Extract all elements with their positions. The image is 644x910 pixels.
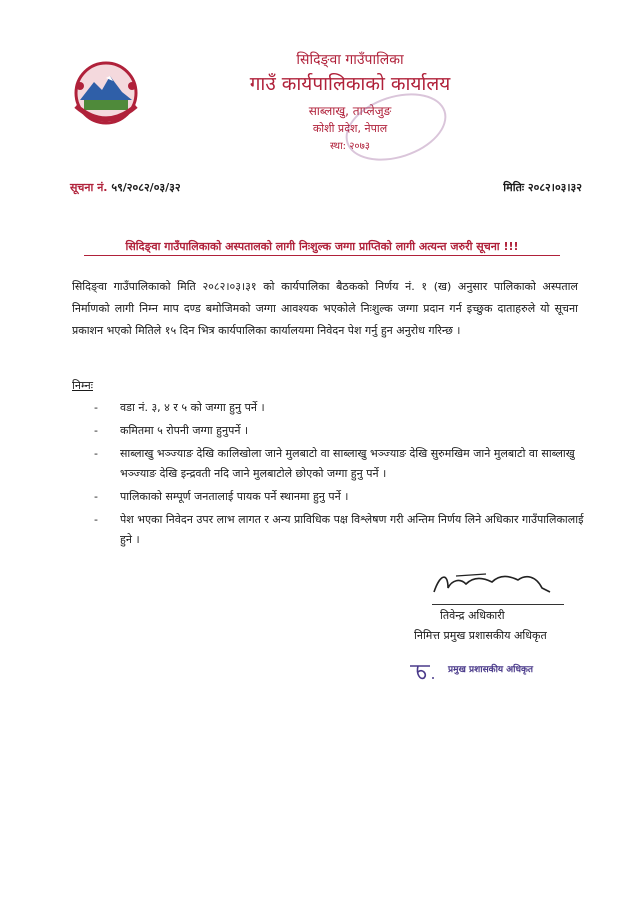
list-item: - पेश भएका निवेदन उपर लाभ लागत र अन्य प्राविधिक पक्ष विश्लेषण गरी अन्तिम निर्णय लिने अधिकार गाउँपालिकालाई हुने । xyxy=(90,510,590,550)
criteria-list xyxy=(90,398,590,553)
office-location: साब्लाखु, ताप्लेजुङ xyxy=(308,104,392,118)
reference-value: ५९/२०८२/०३/३२ xyxy=(111,181,181,194)
signer-name: तिवेन्द्र अधिकारी xyxy=(440,609,505,622)
signer-title: निमित्त प्रमुख प्रशासकीय अधिकृत xyxy=(414,629,547,642)
list-item: - वडा नं. ३, ४ र ५ को जग्गा हुनु पर्ने । xyxy=(90,398,590,418)
officer-stamp: प्रमुख प्रशासकीय अधिकृत xyxy=(448,665,534,675)
municipality-name: सिदिङ्वा गाउँपालिका xyxy=(296,52,404,68)
list-item: - साब्लाखु भञ्ज्याङ देखि कालिखोला जाने मुलबाटो वा साब्लाखु भञ्ज्याङ देखि सुरुमखिम जाने मुलबाटो वा साब्लाखु भञ्ज्याङ देखि इन्द्रवती नदि जाने मुलबाटोले छोएको जग्गा हुनु पर्ने । xyxy=(90,444,590,484)
office-province: कोशी प्रदेश, नेपाल xyxy=(312,122,388,135)
established-year: स्था: २०७३ xyxy=(329,141,371,152)
notice-date: मितिः २०८२।०३।३२ xyxy=(503,181,582,194)
list-item: - कमितमा ५ रोपनी जग्गा हुनुपर्ने । xyxy=(90,421,590,441)
signature-mark xyxy=(426,566,556,600)
initial-mark xyxy=(408,660,444,684)
notice-heading: सिदिङ्वा गाउँपालिकाको अस्पतालको लागी निःशुल्क जग्गा प्राप्तिको लागी अत्यन्त जरुरी सूचना !!! xyxy=(84,239,560,256)
criteria-title: निम्नः xyxy=(72,379,93,392)
list-item: - पालिकाको सम्पूर्ण जनतालाई पायक पर्ने स्थानमा हुनु पर्ने । xyxy=(90,487,590,507)
reference-number xyxy=(70,180,181,195)
body-paragraph: सिदिङ्वा गाउँपालिकाको मिति २०८२।०३।३१ को कार्यपालिका बैठकको निर्णय नं. १ (ख) अनुसार पालिकाको अस्पताल निर्माणको लागी निम्न माप दण्ड बमोजिमको जग्गा आवश्यक भएकोले निःशुल्क जग्गा प्रदान गर्न इच्छुक दाताहरुले यो सूचना प्रकाशन भएको मितिले १५ दिन भित्र कार्यपालिका कार्यालयमा निवेदन पेश गर्नु हुन अनुरोध गरिन्छ । xyxy=(72,280,578,337)
reference-label: सूचना नं. xyxy=(70,181,108,194)
signature-line xyxy=(432,604,564,605)
office-name: गाउँ कार्यपालिकाको कार्यालय xyxy=(249,73,451,95)
